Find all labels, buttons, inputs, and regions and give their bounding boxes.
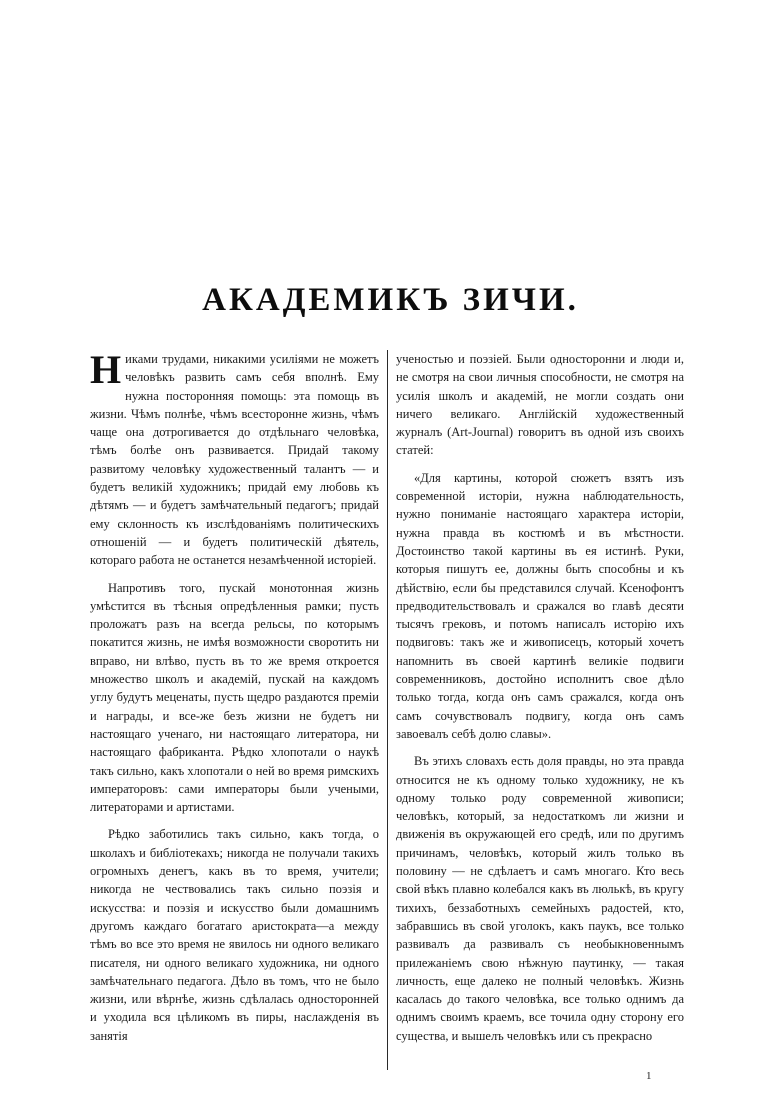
paragraph: Рѣдко заботились такъ сильно, какъ тогда, о школахъ и библіотекахъ; никогда не получали такихъ огромныхъ денегъ, какъ въ то время, учители; никогда не чествовались такъ сильно поэзія и искусства: и поэзія и искусство были домашнимъ другомъ каждаго богатаго аристократа—а между тѣмъ во все это время не явилось ни одного великаго писателя, ни одного великаго художника, ни одного замѣчательнаго педагога. Дѣло въ томъ, что не было жизни, или вѣрнѣе, жизнь сдѣлалась односторонней и уходила вся цѣликомъ въ пиры, наслажденія въ занятія: [90, 827, 379, 1043]
paragraph: [90, 347, 379, 570]
drop-cap: Н: [90, 347, 122, 392]
paragraph-text: иками трудами, никакими усиліями не можетъ человѣкъ развить самъ себя вполнѣ. Ему нужна посторонняя помощь: эта помощь въ жизни. Чѣмъ полнѣе, чѣмъ всесторонне жизнь, чѣмъ чаще она дотрогивается до отдѣльнаго человѣка, тѣмъ болѣе онъ развивается. Придай такому развитому человѣку художественный талантъ — и будетъ великій художникъ; придай ему любовь къ дѣтямъ — и будетъ замѣчательный педагогъ; придай ему склонность къ изслѣдованіямъ политическихъ отношеній — и будетъ политическій дѣятель, котораго работа не останется незамѣченной исторіей.: [90, 352, 379, 568]
page-title: АКАДЕМИКЪ ЗИЧИ.: [202, 282, 579, 318]
paragraph: Напротивъ того, пускай монотонная жизнь умѣстится въ тѣсныя опредѣленныя рамки; пусть проложатъ разъ на всегда рельсы, по которымъ покатится жизнь, не имѣя возможности своротить ни вправо, ни влѣво, пусть въ то же время откроется множество школъ и академій, пускай на каждомъ углу будутъ меценаты, пусть щедро раздаются преміи и награды, и все-же безъ жизни не будетъ ни настоящаго ученаго, ни настоящаго литератора, ни настоящаго фабриканта. Рѣдко хлопотали о наукѣ такъ сильно, какъ хлопотали о ней во время римскихъ императоровъ: сами императоры были учеными, литераторами и артистами.: [90, 580, 379, 815]
paragraph: «Для картины, которой сюжетъ взятъ изъ современной исторіи, нужна наблюдательность, нужно пониманіе настоящаго характера исторіи, нужна правда въ костюмѣ и въ мѣстности. Достоинство такой картины въ ея истинѣ. Руки, которыя пишутъ ее, должны быть способны и къ дѣйствію, если бы представился случай. Ксенофонтъ предводительствовалъ и сражался во главѣ десяти тысячъ грековъ, и потомъ написалъ исторію ихъ подвиговъ: такъ же и живописецъ, который хочетъ напомнить въ своей картинѣ великіе подвиги современниковъ, достойно исполнитъ свое дѣло только тогда, когда онъ самъ сражался, когда онъ самъ сочувствовалъ подвигу, когда онъ самъ завоевалъ себѣ долю славы».: [396, 470, 684, 741]
column-divider: [387, 350, 388, 1070]
left-column: [90, 347, 379, 1045]
paragraph: ученостью и поэзіей. Были односторонни и люди и, не смотря на свои личныя способности, не смотря на усилія школъ и академій, не могли создать они ничего великаго. Англійскій художественный журналъ (Art-Journal) говоритъ въ одной изъ своихъ статей:: [396, 352, 684, 458]
paragraph: Въ этихъ словахъ есть доля правды, но эта правда относится не къ одному только художнику, не къ одному только роду современной живописи; человѣкъ, который, за недостаткомъ ли жизни и движенія въ окружающей его средѣ, или по другимъ причинамъ, человѣкъ, который жилъ только въ половину — не сдѣлаетъ и самъ многаго. Кто весь свой вѣкъ плавно колебался какъ въ люлькѣ, въ кругу тихихъ, беззаботныхъ семейныхъ радостей, кто, забравшись въ свой уголокъ, какъ паукъ, все только развивалъ да развивалъ съ необыкновеннымъ прилежаніемъ свою нѣжную паутинку, — такая личность, еще далеко не полный человѣкъ. Жизнь касалась до такого человѣка, все только однимъ да однимъ своимъ краемъ, все точила одну сторону его существа, и вышелъ человѣкъ или съ прекрасно: [396, 754, 684, 1043]
right-column: [396, 350, 684, 1045]
page-number: 1: [646, 1070, 652, 1082]
